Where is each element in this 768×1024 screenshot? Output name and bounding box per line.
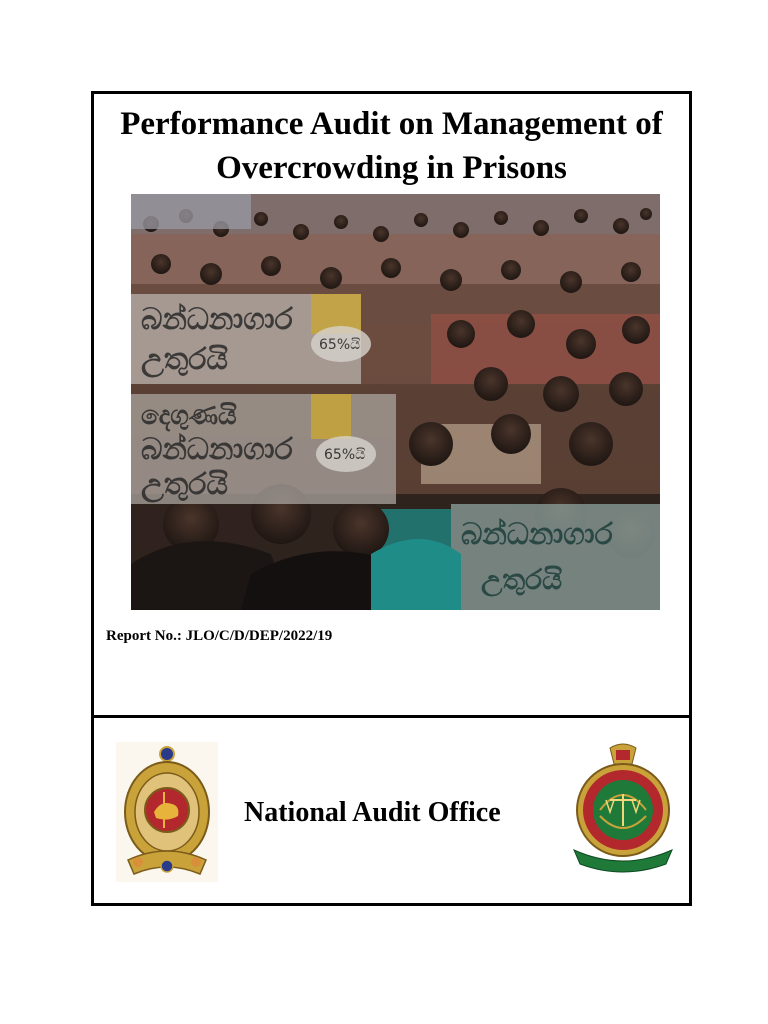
headline-text-1b: බන්ධනාගාර	[141, 432, 293, 467]
national-audit-office-emblem-icon	[570, 740, 676, 876]
headline-text-2: උතුරයි	[141, 342, 228, 377]
cover-photo	[131, 194, 660, 610]
headline-text-1c: බන්ධනාගාර	[461, 517, 613, 552]
headline-text-2c: උතුරයි	[481, 563, 563, 596]
headline-text-3: 65%යි	[319, 337, 361, 353]
report-number: Report No.: JLO/C/D/DEP/2022/19	[106, 628, 333, 644]
report-title	[94, 102, 689, 190]
crowd-collage-image	[131, 194, 660, 610]
headline-text-4: දෙගුණයි	[141, 401, 237, 431]
headline-text-1: බන්ධනාගාර	[141, 302, 293, 337]
publisher-panel	[94, 718, 689, 903]
organization-name: National Audit Office	[244, 797, 501, 828]
cover-frame	[91, 91, 692, 906]
headline-text-2b: උතුරයි	[141, 467, 228, 502]
sri-lanka-national-emblem-icon	[116, 742, 218, 882]
title-panel	[94, 94, 689, 718]
headline-text-3b: 65%යි	[324, 447, 366, 463]
report-title-line-2: Overcrowding in Prisons	[216, 150, 567, 186]
report-title-line-1: Performance Audit on Management of	[120, 106, 663, 142]
